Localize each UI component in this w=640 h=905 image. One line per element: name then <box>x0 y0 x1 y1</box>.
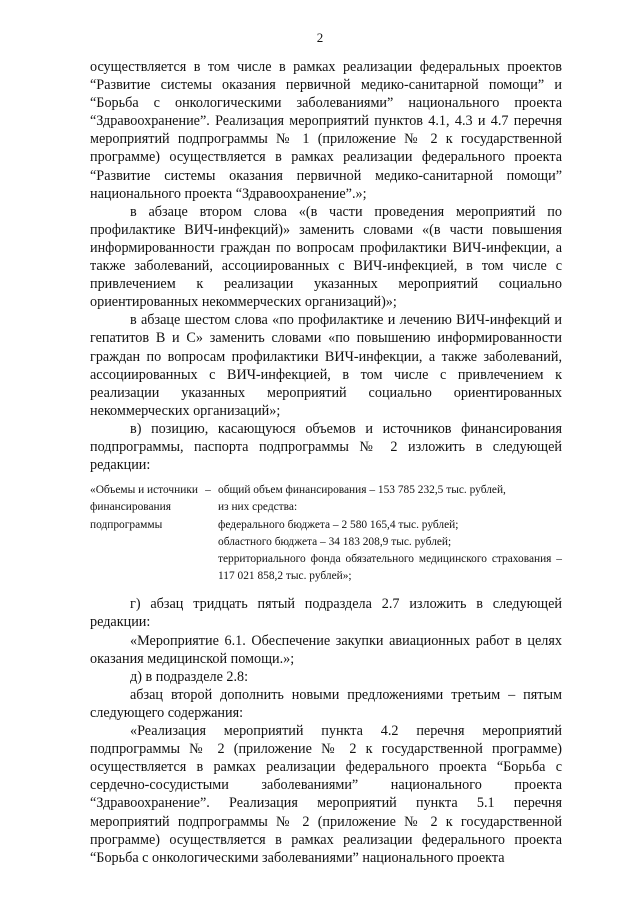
paragraph-3: в абзаце шестом слова «по профилактике и лечению ВИЧ-инфекций и гепатитов В и С» заменить словами «по повышению информированности граждан по вопросам профилактики ВИЧ-инфекции, а также заболеваний, ассоциированных с ВИЧ-инфекцией, в том числе с привлечением к реализации указанных мероприятий социально ориентированных некоммерческих организаций»; <box>90 312 562 419</box>
financing-line-insurance-fund: территориального фонда обязательного медицинского страхования – 117 021 858,2 тыс. рублей»; <box>218 552 562 583</box>
financing-table-label: «Объемы и источники финансирования подпрограммы <box>90 484 198 531</box>
financing-line-sources: из них средства: <box>218 501 298 514</box>
paragraph-9: «Реализация мероприятий пункта 4.2 перечня мероприятий подпрограммы № 2 (приложение № 2 к государственной программе) осуществляется в рамках реализации федерального проекта “Борьба с сердечно-сосудистыми заболеваниями” национального проекта “Здравоохранение”. Реализация мероприятий пункта 5.1 перечня мероприятий подпрограммы № 2 (приложение № 2 к государственной программе) осуществляется в рамках реализации федерального проекта “Борьба с онкологическими заболеваниями” национального проекта <box>90 723 562 866</box>
financing-table-dash: – <box>205 484 211 497</box>
financing-line-regional: областного бюджета – 34 183 208,9 тыс. рублей; <box>218 535 452 548</box>
paragraph-6: «Мероприятие 6.1. Обеспечение закупки авиационных работ в целях оказания медицинской помощи.»; <box>90 632 562 667</box>
page-number: 2 <box>316 30 324 45</box>
financing-line-federal: федерального бюджета – 2 580 165,4 тыс. рублей; <box>218 518 459 531</box>
financing-table-values <box>218 482 562 585</box>
paragraph-2: в абзаце втором слова «(в части проведения мероприятий по профилактике ВИЧ-инфекций)» заменить словами «(в части повышения информированности граждан по вопросам профилактики ВИЧ-инфекции, а также заболеваний, ассоциированных с ВИЧ-инфекцией, в том числе с привлечением к реализации указанных мероприятий социально ориентированных некоммерческих организаций)»; <box>90 203 562 311</box>
paragraph-8: абзац второй дополнить новыми предложениями третьим – пятым следующего содержания: <box>90 686 562 721</box>
paragraph-1: осуществляется в том числе в рамках реализации федеральных проектов “Развитие системы оказания первичной медико-санитарной помощи” и “Борьба с онкологическими заболеваниями” национального проекта “Здравоохранение”. Реализация мероприятий пунктов 4.1, 4.3 и 4.7 перечня мероприятий подпрограммы № 1 (приложение № 2 к государственной программе) осуществляется в рамках реализации федерального проекта “Развитие системы оказания первичной медико-санитарной помощи” национального проекта “Здравоохранение”.»; <box>90 59 562 202</box>
financing-line-total: общий объем финансирования – 153 785 232,5 тыс. рублей, <box>218 484 506 497</box>
paragraph-7: д) в подразделе 2.8: <box>130 668 249 685</box>
document-body <box>90 58 562 867</box>
paragraph-5: г) абзац тридцать пятый подраздела 2.7 изложить в следующей редакции: <box>90 596 562 631</box>
paragraph-4: в) позицию, касающуюся объемов и источников финансирования подпрограммы, паспорта подпрограммы № 2 изложить в следующей редакции: <box>90 420 562 474</box>
financing-table <box>90 482 562 585</box>
